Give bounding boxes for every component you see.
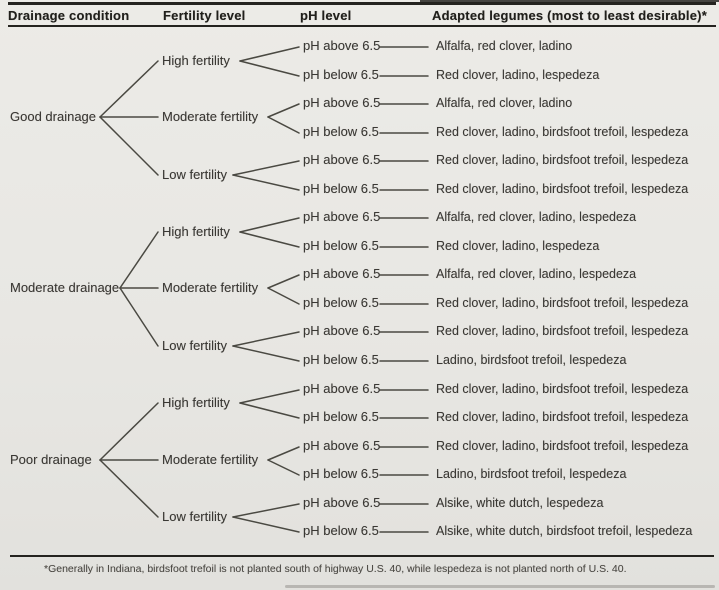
- ph-node: pH above 6.5: [303, 152, 381, 167]
- ph-node: pH above 6.5: [303, 95, 381, 110]
- drainage-node-good: Good drainage: [10, 109, 97, 124]
- ph-node: pH below 6.5: [303, 466, 379, 481]
- ph-node: pH above 6.5: [303, 38, 381, 53]
- column-header-fertility: Fertility level: [163, 8, 246, 23]
- legume-list: Red clover, ladino, lespedeza: [436, 239, 600, 253]
- legume-list: Ladino, birdsfoot trefoil, lespedeza: [436, 353, 627, 367]
- column-header-legumes: Adapted legumes (most to least desirable)*: [432, 8, 707, 23]
- fertility-node: Moderate fertility: [162, 452, 259, 467]
- fertility-node: High fertility: [162, 395, 230, 410]
- ph-node: pH above 6.5: [303, 209, 381, 224]
- footnote: *Generally in Indiana, birdsfoot trefoil is not planted south of highway U.S. 40, while lespedeza is not planted north of U.S. 40.: [44, 563, 627, 575]
- legume-list: Red clover, ladino, birdsfoot trefoil, lespedeza: [436, 125, 689, 139]
- drainage-node-moderate: Moderate drainage: [10, 280, 120, 295]
- ph-node: pH above 6.5: [303, 381, 381, 396]
- ph-node: pH above 6.5: [303, 438, 381, 453]
- legume-list: Red clover, ladino, birdsfoot trefoil, lespedeza: [436, 324, 689, 338]
- legume-list: Red clover, ladino, birdsfoot trefoil, lespedeza: [436, 410, 689, 424]
- scan-smudge-artifact: [285, 585, 715, 588]
- fertility-node: High fertility: [162, 224, 230, 239]
- drainage-node-poor: Poor drainage: [10, 452, 92, 467]
- legume-list: Red clover, ladino, birdsfoot trefoil, lespedeza: [436, 182, 689, 196]
- ph-node: pH above 6.5: [303, 495, 381, 510]
- ph-node: pH below 6.5: [303, 238, 379, 253]
- legume-list: Alsike, white dutch, lespedeza: [436, 496, 604, 510]
- legume-list: Red clover, ladino, birdsfoot trefoil, lespedeza: [436, 153, 689, 167]
- legume-list: Ladino, birdsfoot trefoil, lespedeza: [436, 467, 627, 481]
- legume-list: Red clover, ladino, birdsfoot trefoil, lespedeza: [436, 296, 689, 310]
- legume-list: Alfalfa, red clover, ladino, lespedeza: [436, 210, 637, 224]
- ph-node: pH below 6.5: [303, 67, 379, 82]
- legume-list: Alfalfa, red clover, ladino, lespedeza: [436, 267, 637, 281]
- fertility-node: Low fertility: [162, 509, 228, 524]
- column-header-drainage: Drainage condition: [8, 8, 130, 23]
- column-header-ph: pH level: [300, 8, 352, 23]
- legume-list: Red clover, ladino, lespedeza: [436, 68, 600, 82]
- ph-node: pH above 6.5: [303, 266, 381, 281]
- ph-node: pH below 6.5: [303, 409, 379, 424]
- legume-list: Red clover, ladino, birdsfoot trefoil, lespedeza: [436, 439, 689, 453]
- ph-node: pH below 6.5: [303, 295, 379, 310]
- legume-list: Red clover, ladino, birdsfoot trefoil, lespedeza: [436, 382, 689, 396]
- ph-node: pH below 6.5: [303, 523, 379, 538]
- ph-node: pH below 6.5: [303, 124, 379, 139]
- legume-list: Alfalfa, red clover, ladino: [436, 96, 573, 110]
- fertility-node: Low fertility: [162, 167, 228, 182]
- legume-list: Alfalfa, red clover, ladino: [436, 39, 573, 53]
- legume-list: Alsike, white dutch, birdsfoot trefoil, lespedeza: [436, 524, 693, 538]
- ph-node: pH above 6.5: [303, 323, 381, 338]
- fertility-node: Low fertility: [162, 338, 228, 353]
- fertility-node: Moderate fertility: [162, 280, 259, 295]
- fertility-node: High fertility: [162, 53, 230, 68]
- ph-node: pH below 6.5: [303, 352, 379, 367]
- fertility-node: Moderate fertility: [162, 109, 259, 124]
- ph-node: pH below 6.5: [303, 181, 379, 196]
- footnote-rule: [10, 555, 714, 557]
